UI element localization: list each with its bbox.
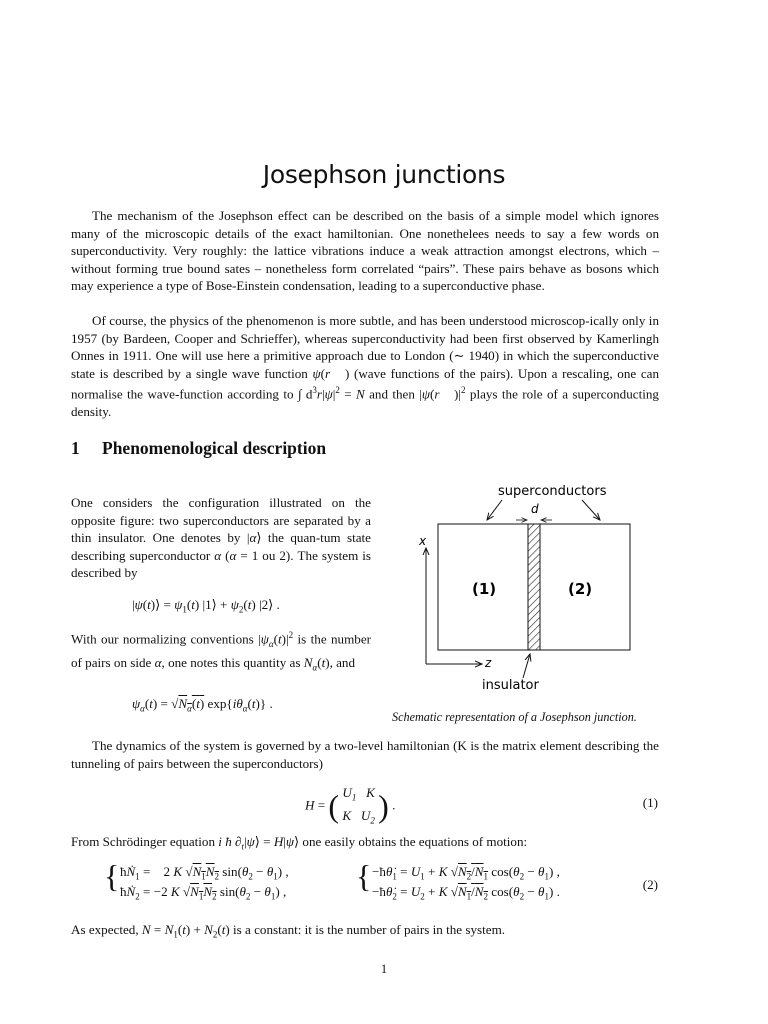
arrow-insulator <box>523 654 530 678</box>
left-col-p1-a: One considers the configuration illustrated on the opposite figure: two superconductors are separated by a thin insulator. One denotes by <box>71 495 371 546</box>
equation-state: |ψ(t)⟩ = $\psi_1(t)$ |1⟩ + $\psi_2(t)$ |2⟩ . <box>132 597 280 615</box>
brace-right-system: { <box>356 858 372 894</box>
dynamics-paragraph-3: As expected, $N = N_1(t) + N_2(t)$ is a constant: it is the number of pairs in the system. <box>71 922 506 940</box>
intro-p2-text-a: Of course, the physics of the phenomenon is more subtle, and has been understood microscop-ically only in 1957 (by Bardeen, Cooper and Schrieffer), whereas superconductivity had been first observed by Kamerlingh Onnes in 1911. One will use here a primitive approach due to London (∼ 1940) in which the superconductive state is described by a single wave function <box>71 313 659 381</box>
section-heading <box>71 438 326 459</box>
equation-theta2-dot: $-ħ\thetȧ_2 = U_2 + K$ $√N_1/N_2$ $\cos(\theta_2 - \theta_1)$ . <box>372 884 560 902</box>
intro-p2-text-c: and then <box>364 386 420 402</box>
label-insulator: insulator <box>482 678 539 693</box>
section-number: 1 <box>71 438 80 458</box>
equation-n1-dot: ħṄ$_1$ = 2 K $√N_1N_2$ $\sin(\theta_2 - \theta_1)$ , <box>120 864 289 882</box>
brace-left-system: { <box>104 858 120 894</box>
label-z: z <box>485 656 492 670</box>
label-d: d <box>531 502 539 516</box>
josephson-junction-figure <box>410 478 650 698</box>
left-col-paragraph-1: One considers the configuration illustrated on the opposite figure: two superconductors are separated by a thin insulator. One denotes by |α⟩ the quan-tum state describing superconductor α (α = 1 ou 2). The system is described by <box>71 495 371 581</box>
left-col-p2-b: is the number of pairs on side <box>71 631 371 670</box>
intro-p2-text-b: (wave functions of the pairs). Upon a rescaling, one can normalise the wave-function according to <box>71 365 660 402</box>
left-col-p1-b: the quan-tum state describing superconductor <box>71 530 371 563</box>
dynamics-paragraph-1: The dynamics of the system is governed by a two-level hamiltonian (K is the matrix element describing the tunneling of pairs between the superconductors) <box>71 738 659 771</box>
dynamics-p3-b: is a constant: it is the number of pairs in the system. <box>229 922 506 937</box>
equation-number-2: (2) <box>642 877 658 892</box>
figure-caption: Schematic representation of a Josephson junction. <box>392 710 637 724</box>
label-superconductors: superconductors <box>498 484 607 499</box>
insulator-layer <box>528 524 540 650</box>
left-col-p1-c: ( <box>221 547 230 563</box>
equation-hamiltonian: H = ( $U_1$ K K $U_2$ ) . <box>305 785 396 826</box>
label-x: x <box>419 534 427 548</box>
dynamics-p2-b: one easily obtains the equations of motion: <box>299 834 528 849</box>
left-col-p1-d: = 1 ou 2). The system is described by <box>71 547 371 581</box>
intro-paragraph-1: The mechanism of the Josephson effect can be described on the basis of a simple model which ignores many of the microscopic details of the exact hamiltonian. One nonethelees needs to say a few words on superconductivity. Very roughly: the lattice vibrations induce a weak attraction amongst electrons, which – without forming true bound sates – nonetheless form correlated “pairs”. These pairs behave as bosons which may experience a type of Bose-Einstein condensation, leading to a superconductive phase. <box>71 208 659 294</box>
arrow-superconductor-1 <box>487 500 502 520</box>
page-title: Josephson junctions <box>262 160 506 189</box>
left-col-p2-d: , and <box>329 654 356 670</box>
equation-n2-dot: ħṄ$_2$ = −2 K $√N_1N_2$ $\sin(\theta_2 - \theta_1)$ , <box>120 884 287 902</box>
equation-number-1: (1) <box>642 795 658 810</box>
left-col-p2-a: With our normalizing conventions <box>71 631 259 647</box>
page-number: 1 <box>380 962 388 976</box>
arrow-superconductor-2 <box>582 500 600 520</box>
left-col-p2-c: , one notes this quantity as <box>161 654 304 670</box>
label-region-2: (2) <box>568 580 593 598</box>
section-title: Phenomenological description <box>102 438 327 458</box>
dynamics-paragraph-2: From Schrödinger equation i ħ $\partial_t|\psi⟩$ = H|ψ⟩ one easily obtains the equations of motion: <box>71 834 528 852</box>
intro-p2-text-d: plays the role of a superconducting density. <box>71 386 659 420</box>
label-region-1: (1) <box>472 580 497 598</box>
left-col-paragraph-2: With our normalizing conventions $|\psi_\alpha(t)|^2$ is the number of pairs on side α, one notes this quantity as $N_\alpha(t)$, and <box>71 630 371 673</box>
equation-theta1-dot: $-ħ\thetȧ_1 = U_1 + K$ $√N_2/N_1$ $\cos(\theta_2 - \theta_1)$ , <box>372 864 560 882</box>
dynamics-p2-a: From Schrödinger equation <box>71 834 219 849</box>
intro-paragraph-2: Of course, the physics of the phenomenon is more subtle, and has been understood microscop-ically only in 1957 (by Bardeen, Cooper and Schrieffer), whereas superconductivity had been first observed by Kamerlingh Onnes in 1911. One will use here a primitive approach due to London (∼ 1940) in which the superconductive state is described by a single wave function ψ(r⃗ ) (wave functions of the pairs). Upon a rescaling, one can normalise the wave-function according to ∫ $d^3r|\psi|^2 = N$ and then |ψ(r⃗ )$|^2$ plays the role of a superconducting density. <box>71 313 660 420</box>
dynamics-p3-a: As expected, <box>71 922 142 937</box>
equation-psi-alpha: $\psi_\alpha(t) = √N_\alpha(t)$ $\exp\{i\theta_\alpha(t)\}$ . <box>132 696 273 714</box>
